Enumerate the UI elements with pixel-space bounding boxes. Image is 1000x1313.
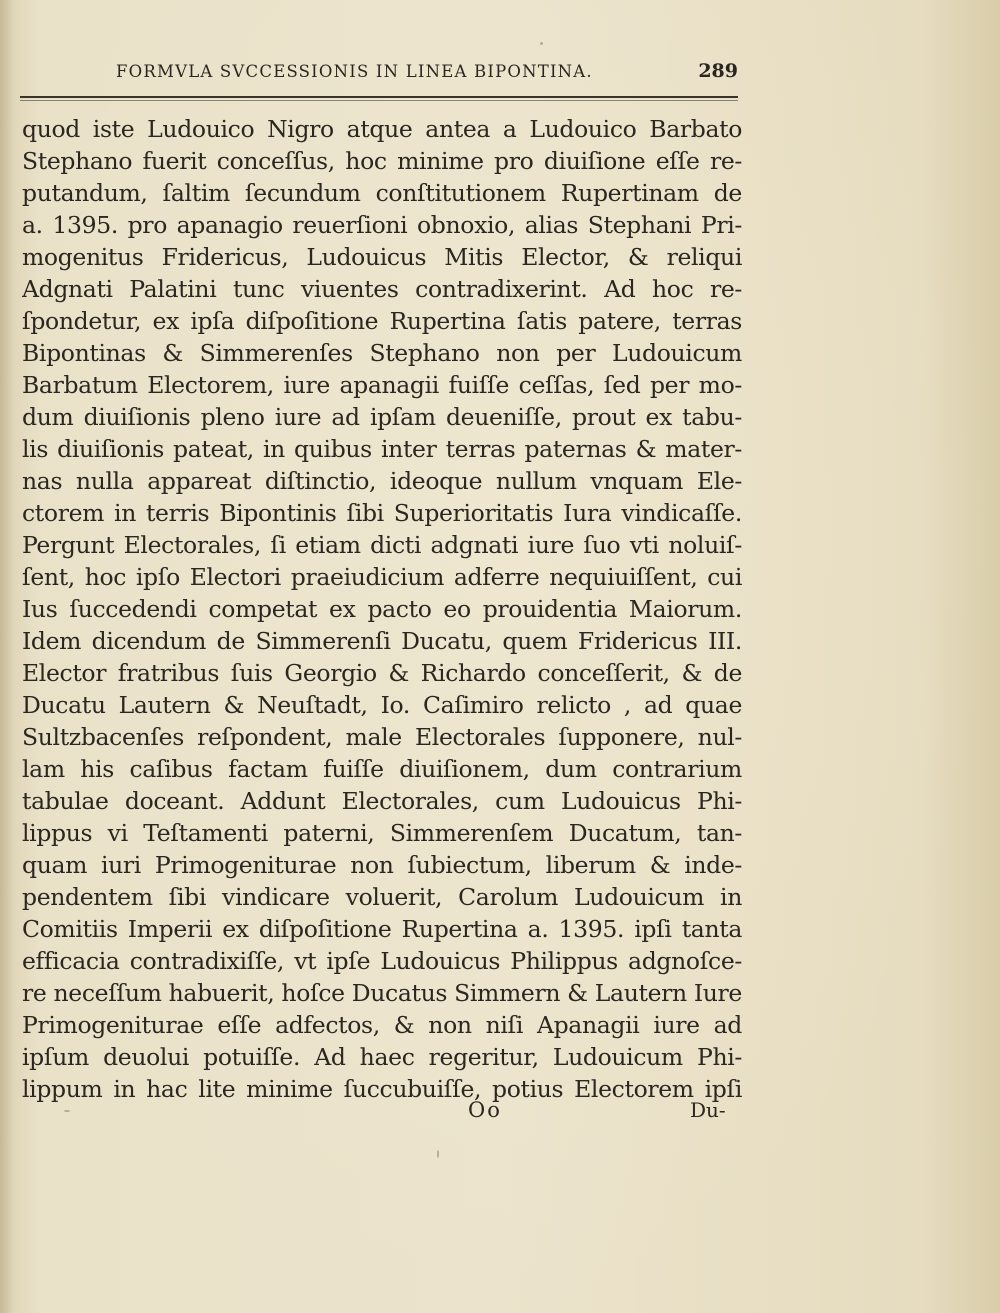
paper-speck (64, 1110, 70, 1112)
text-line: ctorem in terris Bipontinis ſibi Superioritatis Iura vindicaſſe. (22, 499, 742, 527)
text-line: Elector fratribus ſuis Georgio & Richardo conceſſerit, & de (22, 659, 742, 687)
text-line: Barbatum Electorem, iure apanagii fuiſſe ceſſas, ſed per mo- (22, 371, 742, 399)
text-line: Stephano fuerit conceſſus, hoc minime pro diuiſione eſſe re- (22, 147, 742, 175)
text-line: lam his caſibus factam fuiſſe diuiſionem, dum contrarium (22, 755, 742, 783)
signature-mark: Oo (468, 1098, 502, 1122)
text-line: Idem dicendum de Simmerenſi Ducatu, quem Fridericus III. (22, 627, 742, 655)
text-line: tabulae doceant. Addunt Electorales, cum Ludouicus Phi- (22, 787, 742, 815)
running-title: FORMVLA SVCCESSIONIS IN LINEA BIPONTINA. (116, 62, 593, 81)
text-line: nas nulla appareat diſtinctio, ideoque nullum vnquam Ele- (22, 467, 742, 495)
text-line: a. 1395. pro apanagio reuerſioni obnoxio, alias Stephani Pri- (22, 211, 742, 239)
running-head (22, 58, 740, 88)
page-number: 289 (698, 60, 738, 82)
text-line: lis diuiſionis pateat, in quibus inter terras paternas & mater- (22, 435, 742, 463)
text-line: re neceſſum habuerit, hoſce Ducatus Simmern & Lautern Iure (22, 979, 742, 1007)
text-line: Bipontinas & Simmerenſes Stephano non per Ludouicum (22, 339, 742, 367)
paper-speck (437, 1150, 439, 1158)
text-line: putandum, ſaltim ſecundum conſtitutionem Rupertinam de (22, 179, 742, 207)
body-text (22, 113, 742, 1105)
text-line: Pergunt Electorales, ſi etiam dicti adgnati iure ſuo vti noluiſ- (22, 531, 742, 559)
header-rule (20, 96, 738, 98)
text-line: pendentem ſibi vindicare voluerit, Carolum Ludouicum in (22, 883, 742, 911)
text-line: Ius ſuccedendi competat ex pacto eo prouidentia Maiorum. (22, 595, 742, 623)
text-line: lippus vi Teſtamenti paterni, Simmerenſem Ducatum, tan- (22, 819, 742, 847)
text-line: Adgnati Palatini tunc viuentes contradixerint. Ad hoc re- (22, 275, 742, 303)
text-line: quod iste Ludouico Nigro atque antea a Ludouico Barbato (22, 115, 742, 143)
text-line: mogenitus Fridericus, Ludouicus Mitis Elector, & reliqui (22, 243, 742, 271)
text-line: Primogeniturae eſſe adfectos, & non niſi Apanagii iure ad (22, 1011, 742, 1039)
text-line: ſpondetur, ex ipſa diſpoſitione Rupertina ſatis patere, terras (22, 307, 742, 335)
catchword: Du- (690, 1098, 726, 1122)
page-edge-shadow (0, 0, 14, 1313)
header-rule-thin (20, 100, 738, 101)
text-line: Comitiis Imperii ex diſpoſitione Rupertina a. 1395. ipſi tanta (22, 915, 742, 943)
text-line: quam iuri Primogeniturae non ſubiectum, liberum & inde- (22, 851, 742, 879)
text-line: ipſum deuolui potuiſſe. Ad haec regeritur, Ludouicum Phi- (22, 1043, 742, 1071)
text-line: dum diuiſionis pleno iure ad ipſam deueniſſe, prout ex tabu- (22, 403, 742, 431)
text-line: Ducatu Lautern & Neuſtadt, Io. Caſimiro relicto , ad quae (22, 691, 742, 719)
text-line: lippum in hac lite minime ſuccubuiſſe, potius Electorem ipſi (22, 1075, 742, 1103)
text-line: efficacia contradixiſſe, vt ipſe Ludouicus Philippus adgnoſce- (22, 947, 742, 975)
text-line: ſent, hoc ipſo Electori praeiudicium adferre nequiuiſſent, cui (22, 563, 742, 591)
paper-speck (540, 42, 543, 45)
text-line: Sultzbacenſes reſpondent, male Electorales ſupponere, nul- (22, 723, 742, 751)
